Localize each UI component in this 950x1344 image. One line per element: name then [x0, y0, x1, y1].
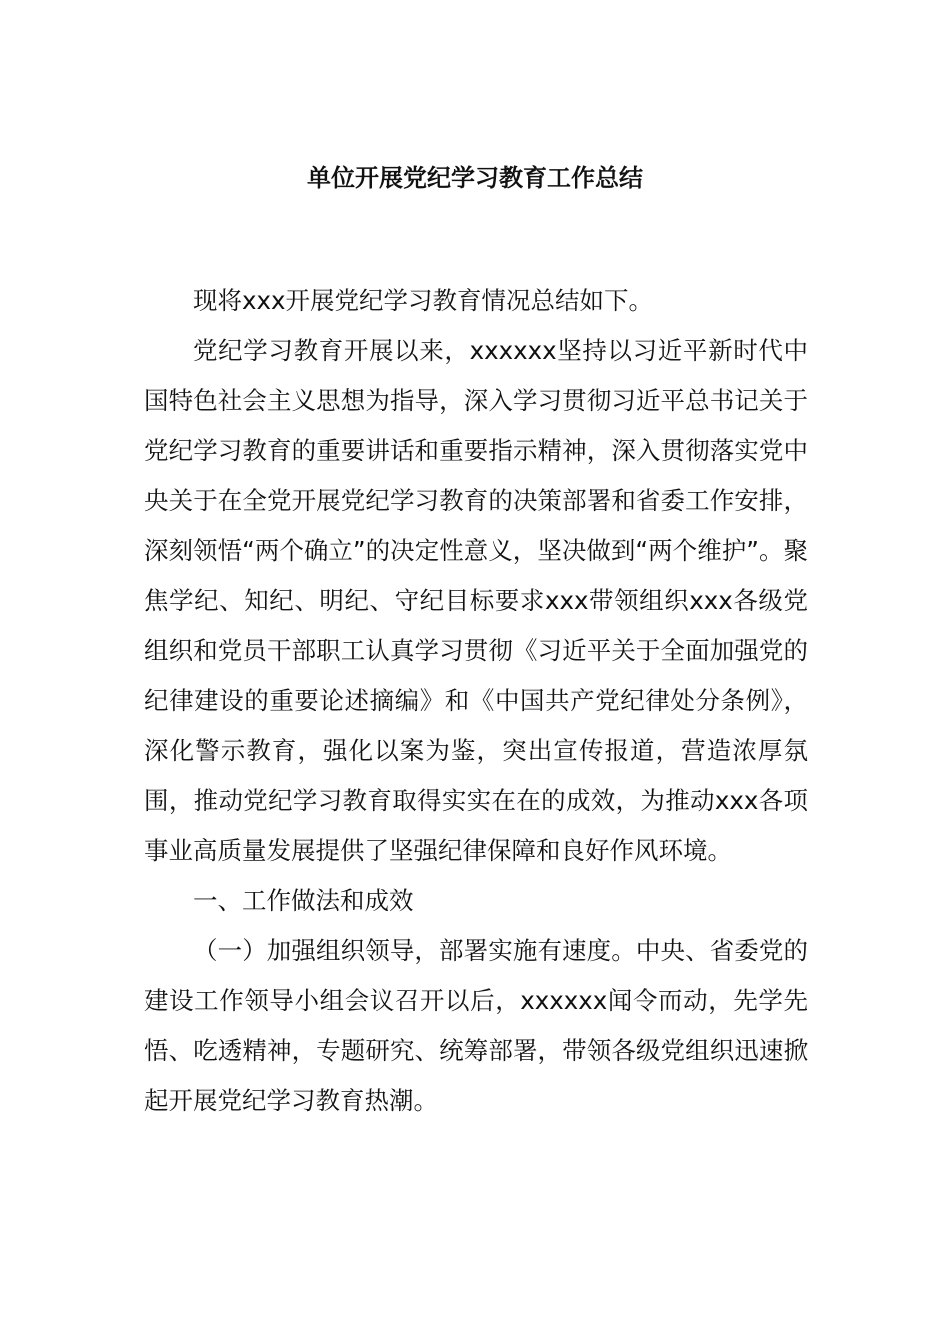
document-body: [144, 276, 808, 1126]
intro-paragraph: 现将xxx开展党纪学习教育情况总结如下。: [193, 286, 653, 315]
subsection-paragraph: （一）加强组织领导，部署实施有速度。中央、省委党的建设工作领导小组会议召开以后，xxxxxx闻令而动，先学先悟、吃透精神，专题研究、统筹部署，带领各级党组织迅速掀起开展党纪学习教育热潮。: [144, 936, 808, 1115]
section-heading: 一、工作做法和成效: [193, 886, 414, 915]
document-title: 单位开展党纪学习教育工作总结: [307, 164, 643, 192]
overview-paragraph: 党纪学习教育开展以来，xxxxxx坚持以习近平新时代中国特色社会主义思想为指导，深入学习贯彻习近平总书记关于党纪学习教育的重要讲话和重要指示精神，深入贯彻落实党中央关于在全党开展党纪学习教育的决策部署和省委工作安排，深刻领悟“两个确立”的决定性意义，坚决做到“两个维护”。聚焦学纪、知纪、明纪、守纪目标要求xxx带领组织xxx各级党组织和党员干部职工认真学习贯彻《习近平关于全面加强党的纪律建设的重要论述摘编》和《中国共产党纪律处分条例》，深化警示教育，强化以案为鉴，突出宣传报道，营造浓厚氛围，推动党纪学习教育取得实实在在的成效，为推动xxx各项事业高质量发展提供了坚强纪律保障和良好作风环境。: [144, 336, 808, 865]
